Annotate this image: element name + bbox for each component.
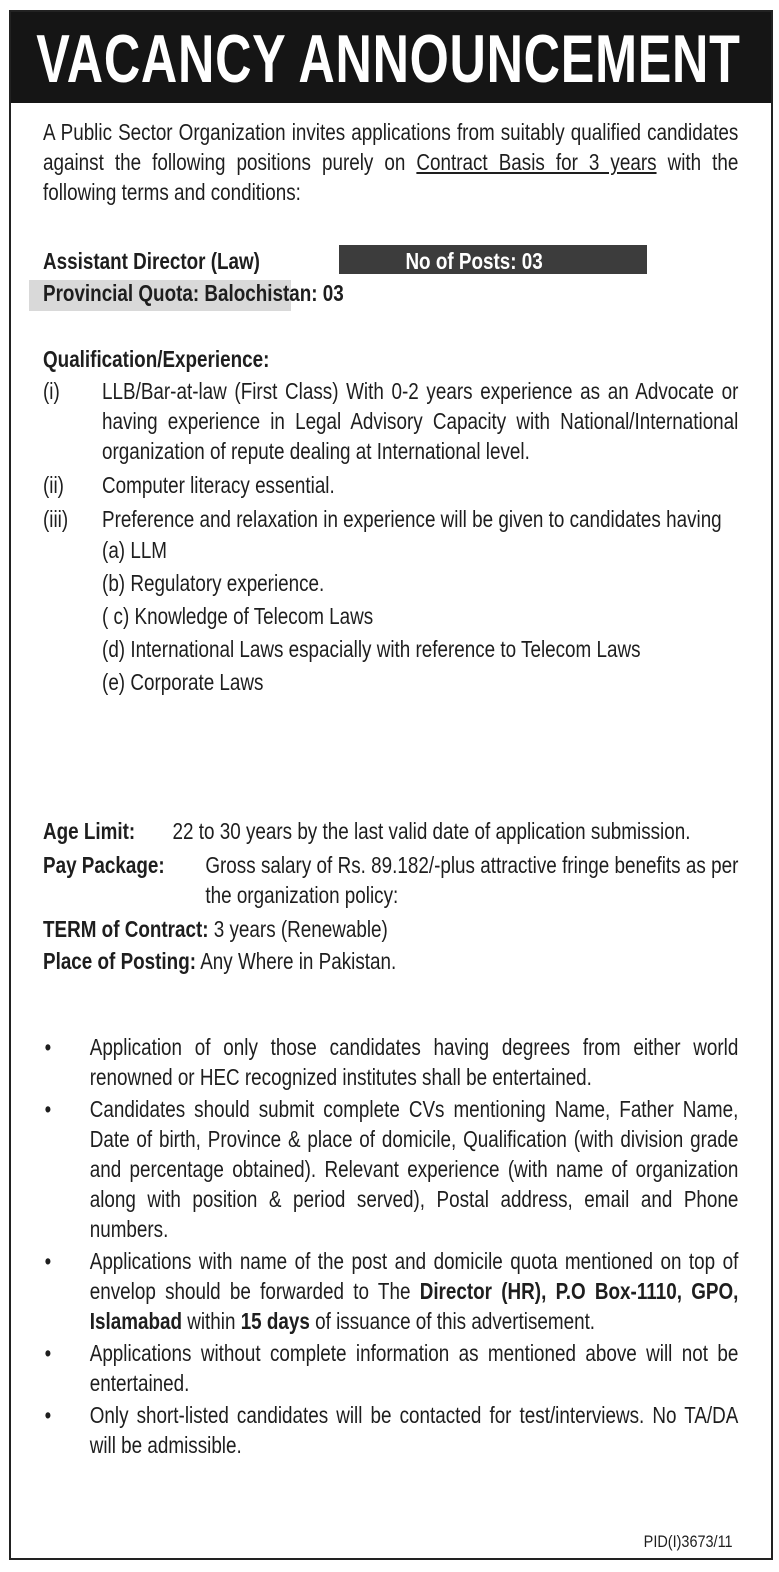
term-label: TERM of Contract:: [43, 916, 209, 942]
bullet-icon: •: [44, 1034, 52, 1060]
contract-basis: Contract Basis for 3 years: [416, 149, 657, 175]
age-value: 22 to 30 years by the last valid date of application submission.: [172, 818, 691, 844]
qualification-heading: Qualification/Experience:: [43, 346, 270, 372]
sub-item: (a) LLM: [102, 537, 168, 563]
conditions-list: [43, 1032, 738, 1460]
list-item: [43, 1400, 738, 1460]
posts-count: No of Posts: 03: [405, 248, 543, 274]
position-title: Assistant Director (Law): [43, 248, 260, 274]
pay-package: [43, 850, 738, 910]
item-text: Only short-listed candidates will be contacted for test/interviews. No TA/DA will be admissible.: [89, 1402, 739, 1458]
item-number: (ii): [43, 472, 64, 498]
place-value: Any Where in Pakistan.: [200, 948, 397, 974]
qualification-item: [43, 504, 738, 534]
item-text: LLB/Bar-at-law (First Class) With 0-2 years experience as an Advocate or having experience in Legal Advisory Capacity with National/International organization of repute dealing at International level.: [102, 378, 739, 464]
address: Director (HR), P.O Box-1110, GPO, Islamabad: [89, 1278, 739, 1334]
item-text: Candidates should submit complete CVs mentioning Name, Father Name, Date of birth, Province & place of domicile, Qualification (with division grade and percentage obtained). Relevant experience (with name of organization along with position & period served), Postal address, email and Phone numbers.: [89, 1096, 739, 1242]
item-text: Computer literacy essential.: [102, 472, 335, 498]
sub-item: (d) International Laws espacially with reference to Telecom Laws: [102, 636, 641, 662]
list-item: [43, 1338, 738, 1398]
item-text: Applications without complete information as mentioned above will not be entertained.: [89, 1340, 739, 1396]
place-of-posting: [43, 946, 738, 976]
sub-item: (e) Corporate Laws: [102, 669, 264, 695]
item-number: (iii): [43, 506, 69, 532]
pay-value: Gross salary of Rs. 89.182/-plus attractive fringe benefits as per the organization policy:: [205, 852, 739, 908]
intro-text-end: with the following terms and conditions:: [43, 149, 739, 205]
sub-item: (b) Regulatory experience.: [102, 570, 325, 596]
bullet-icon: •: [44, 1402, 52, 1428]
intro-text: A Public Sector Organization invites applications from suitably qualified candidates against the following positions purely on: [43, 119, 739, 175]
term-value: 3 years (Renewable): [213, 916, 388, 942]
page-title: VACANCY ANNOUNCEMENT: [36, 21, 741, 97]
sub-item: ( c) Knowledge of Telecom Laws: [102, 603, 374, 629]
intro-paragraph: [43, 117, 738, 207]
bullet-icon: •: [44, 1096, 52, 1122]
bullet-icon: •: [44, 1340, 52, 1366]
header-band: [11, 12, 771, 103]
qualification-item: [43, 376, 738, 466]
provincial-quota: Provincial Quota: Balochistan: 03: [43, 280, 344, 306]
term-of-contract: [43, 914, 738, 944]
text: within: [181, 1308, 241, 1334]
sub-list: [43, 534, 738, 699]
pay-label: Pay Package:: [43, 852, 165, 878]
item-text: Preference and relaxation in experience will be given to candidates having: [102, 506, 722, 532]
age-label: Age Limit:: [43, 818, 136, 844]
bullet-icon: •: [44, 1248, 52, 1274]
list-item: [43, 1094, 738, 1244]
announcement-frame: [9, 10, 773, 1560]
terms-section: [43, 816, 738, 976]
age-limit: [43, 816, 738, 846]
item-text: [90, 1246, 739, 1336]
item-text: Application of only those candidates having degrees from either world renowned or HEC recognized institutes shall be entertained.: [89, 1034, 739, 1090]
place-label: Place of Posting:: [43, 948, 197, 974]
position-block: [43, 246, 738, 308]
list-item: [43, 1246, 738, 1336]
list-item: [43, 1032, 738, 1092]
deadline: 15 days: [240, 1308, 310, 1334]
pid-number: PID(I)3673/11: [644, 1532, 733, 1551]
item-number: (i): [43, 378, 60, 404]
qualification-item: [43, 470, 738, 500]
qualification-section: [43, 344, 738, 699]
text: of issuance of this advertisement.: [309, 1308, 596, 1334]
text: Applications with name of the post and domicile quota mentioned on top of envelop should be forwarded to The: [89, 1248, 739, 1304]
